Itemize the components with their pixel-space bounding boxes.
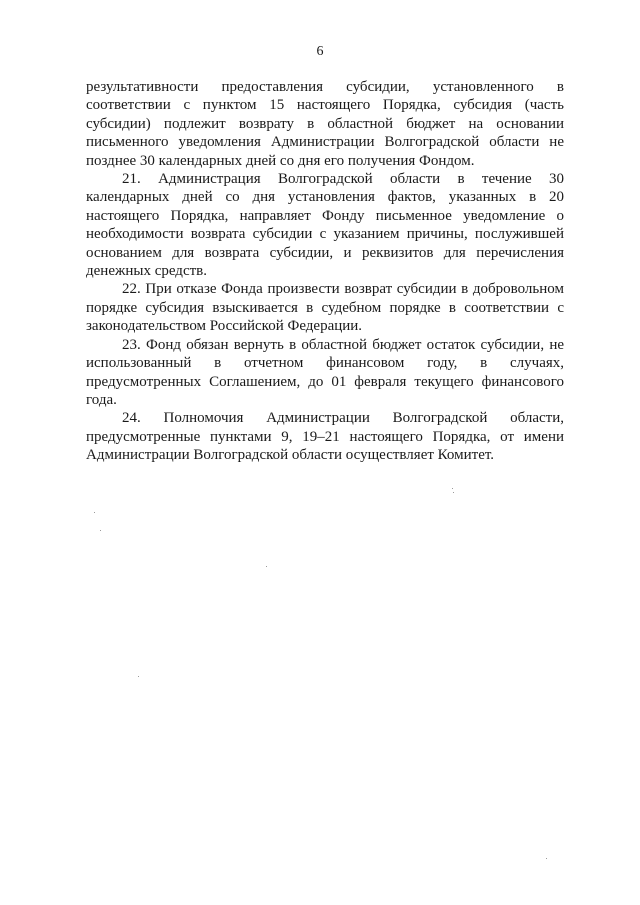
document-body: [86, 78, 564, 465]
page-number: 6: [316, 44, 324, 59]
paragraph-22: 22. При отказе Фонда произвести возврат субсидии в добровольном порядке субсидия взыскивается в судебном порядке в соответствии с законодательством Российской Федерации.: [86, 281, 564, 335]
paragraph-21: 21. Администрация Волгоградской области в течение 30 календарных дней со дня установления фактов, указанных в 20 настоящего Порядка, направляет Фонду письменное уведомление о необходимости возврата субсидии с указанием причины, послужившей основанием для возврата субсидии, и реквизитов для перечисления денежных средств.: [86, 171, 564, 280]
paragraph-24: 24. Полномочия Администрации Волгоградской области, предусмотренные пунктами 9, 19–21 настоящего Порядка, от имени Администрации Волгоградской области осуществляет Комитет.: [86, 410, 564, 464]
paragraph-23: 23. Фонд обязан вернуть в областной бюджет остаток субсидии, не использованный в отчетном финансовом году, в случаях, предусмотренных Соглашением, до 01 февраля текущего финансового года.: [86, 336, 564, 408]
paragraph-20-continuation: результативности предоставления субсидии, установленного в соответствии с пунктом 15 настоящего Порядка, субсидия (часть субсидии) подлежит возврату в областной бюджет на основании письменного уведомления Администрации Волгоградской области не позднее 30 календарных дней со дня его получения Фондом.: [86, 79, 564, 169]
